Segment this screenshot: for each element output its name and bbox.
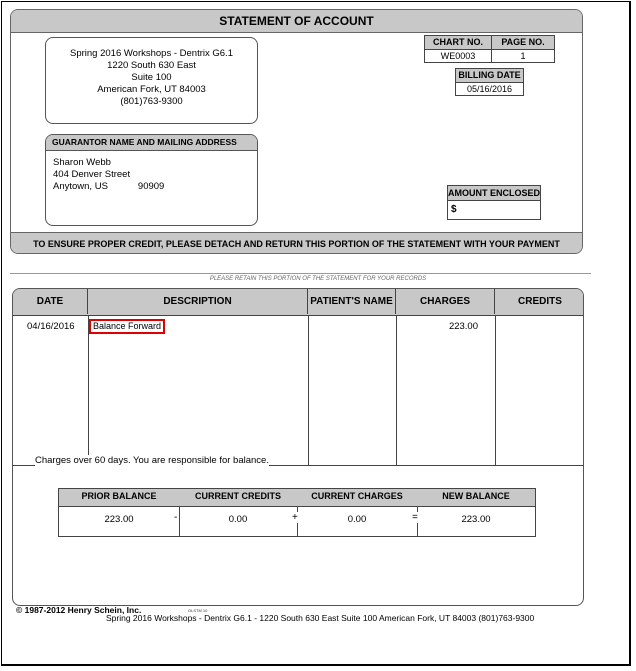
row-date: 04/16/2016 [27, 321, 75, 332]
guarantor-city: Anytown, US [53, 181, 108, 192]
retain-notice: PLEASE RETAIN THIS PORTION OF THE STATEMENT FOR YOUR RECORDS [209, 276, 427, 282]
billing-date-label: BILLING DATE [455, 68, 524, 83]
prior-balance-value: 223.00 [104, 514, 134, 525]
header-description: DESCRIPTION [88, 289, 308, 314]
row-charges: 223.00 [448, 321, 478, 332]
col-divider [308, 315, 309, 465]
practice-address-box [45, 37, 258, 124]
current-credits-value: 0.00 [228, 514, 248, 525]
new-balance-label: NEW BALANCE [417, 490, 535, 506]
practice-street: 1220 South 630 East [107, 60, 196, 71]
current-charges-label: CURRENT CHARGES [297, 490, 418, 506]
balance-summary [58, 488, 536, 537]
page-no-label: PAGE NO. [491, 35, 555, 50]
new-balance-value: 223.00 [461, 514, 491, 525]
ledger-note: Charges over 60 days. You are responsible for balance. [35, 455, 269, 466]
col-divider [396, 315, 397, 465]
guarantor-box [45, 134, 258, 226]
guarantor-name: Sharon Webb [53, 157, 111, 168]
header-date: DATE [13, 289, 88, 314]
prior-balance-label: PRIOR BALANCE [59, 490, 180, 506]
page-no-value: 1 [491, 49, 555, 63]
chart-no-value: WE0003 [424, 49, 492, 63]
current-charges-value: 0.00 [347, 514, 367, 525]
row-description-highlight[interactable]: Balance Forward [89, 319, 165, 334]
chart-no-label: CHART NO. [424, 35, 492, 50]
copyright: © 1987-2012 Henry Schein, Inc. [16, 605, 142, 615]
ledger-panel [12, 288, 584, 606]
detach-line [10, 273, 591, 274]
equals-operator: = [412, 512, 418, 523]
footer-practice-line: Spring 2016 Workshops - Dentrix G6.1 - 1220 South 630 East Suite 100 American Fork, UT 84003 (801)763-9300 [106, 613, 535, 623]
current-credits-label: CURRENT CREDITS [179, 490, 298, 506]
minus-operator: - [174, 512, 178, 523]
practice-name: Spring 2016 Workshops - Dentrix G6.1 [70, 48, 233, 59]
return-notice: TO ENSURE PROPER CREDIT, PLEASE DETACH AND RETURN THIS PORTION OF THE STATEMENT WITH YOUR PAYMENT [11, 232, 582, 254]
col-divider [88, 315, 89, 465]
plus-operator: + [292, 512, 298, 523]
guarantor-street: 404 Denver Street [53, 169, 131, 180]
statement-title: STATEMENT OF ACCOUNT [11, 10, 582, 33]
header-patient-name: PATIENT'S NAME [308, 289, 396, 314]
amount-enclosed-field[interactable]: $ [447, 200, 541, 220]
statement-remittance-panel [10, 9, 583, 254]
practice-suite: Suite 100 [131, 72, 172, 83]
practice-city: American Fork, UT 84003 [97, 84, 206, 95]
form-code: OLSTM 10 [188, 608, 208, 613]
practice-phone: (801)763-9300 [120, 96, 183, 107]
billing-date-value: 05/16/2016 [455, 82, 524, 96]
header-charges: CHARGES [396, 289, 495, 314]
amount-enclosed-label: AMOUNT ENCLOSED [447, 185, 541, 201]
col-divider [495, 315, 496, 465]
guarantor-zip: 90909 [137, 181, 165, 192]
guarantor-label: GUARANTOR NAME AND MAILING ADDRESS [46, 135, 257, 151]
header-credits: CREDITS [518, 296, 562, 307]
